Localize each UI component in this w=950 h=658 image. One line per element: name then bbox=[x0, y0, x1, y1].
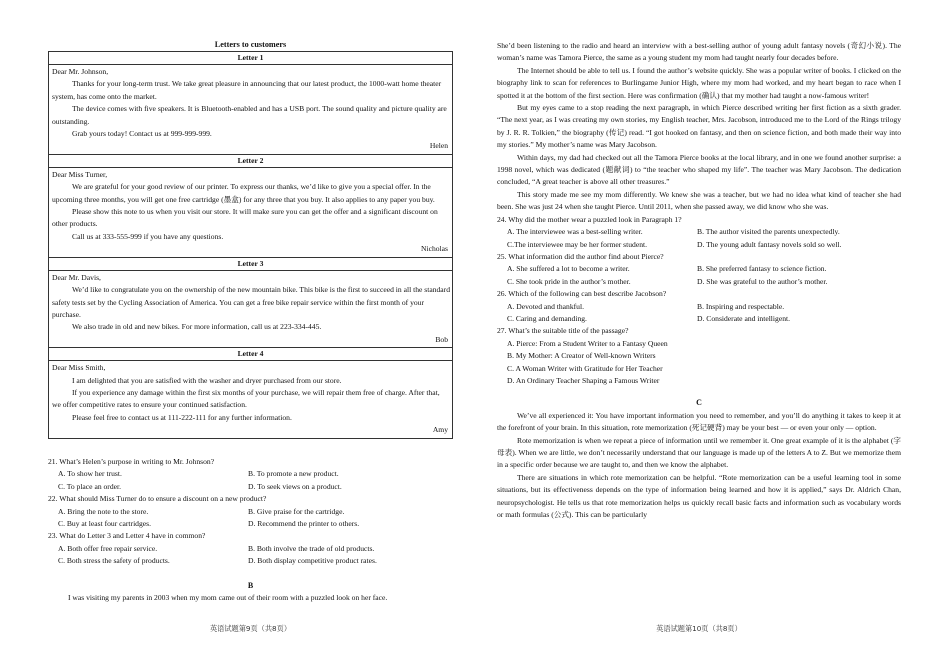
question-options bbox=[507, 226, 901, 251]
letter-heading: Letter 3 bbox=[49, 257, 453, 270]
option: B. The author visited the parents unexpectedly. bbox=[697, 227, 840, 237]
question bbox=[497, 214, 901, 251]
letter-paragraph: We also trade in old and new bikes. For more information, call us at 223-334-445. bbox=[72, 322, 322, 332]
section-b-start bbox=[48, 580, 453, 605]
page-footer-left: 英语试题第9页（共8页） bbox=[209, 624, 292, 633]
question-options bbox=[507, 301, 901, 326]
option: A. To show her trust. bbox=[58, 469, 122, 479]
letter-body bbox=[49, 270, 453, 347]
letter-paragraph: Thanks for your long-term trust. We take great pleasure in announcing that our latest product, the 1000-watt home theater system, has come onto the market. bbox=[52, 79, 442, 101]
option: A. Both offer free repair service. bbox=[58, 543, 158, 553]
passage-c bbox=[497, 410, 901, 522]
letter-greeting: Dear Mr. Davis, bbox=[52, 272, 101, 282]
option: B. To promote a new product. bbox=[248, 469, 339, 479]
letters-table bbox=[48, 51, 453, 439]
letter-paragraph: We are grateful for your good review of our printer. To express our thanks, we’d like to give you a special offer. In the upcoming three months, you will get one free cartridge (墨盒) for any three that you buy. It also applies to any paper you buy. bbox=[52, 182, 435, 204]
letter-body bbox=[49, 65, 453, 155]
option: C. Buy at least four cartridges. bbox=[58, 519, 151, 529]
option: A. Pierce: From a Student Writer to a Fantasy Queen bbox=[507, 338, 668, 348]
question-options bbox=[507, 263, 901, 288]
section-b-heading: B bbox=[247, 581, 254, 590]
option: B. Give praise for the cartridge. bbox=[248, 506, 345, 516]
right-text-column bbox=[497, 40, 901, 521]
question-27 bbox=[497, 325, 901, 387]
question bbox=[48, 530, 453, 567]
letter-paragraph: Please feel free to contact us at 111-222-111 for any further information. bbox=[72, 412, 292, 422]
option: C. A Woman Writer with Gratitude for Her Teacher bbox=[507, 363, 663, 373]
question-options bbox=[58, 506, 453, 531]
letter-heading: Letter 4 bbox=[49, 348, 453, 361]
option: A. The interviewee was a best-selling writer. bbox=[507, 227, 643, 237]
option: C.The interviewee may be her former student. bbox=[507, 239, 648, 249]
letter-signature: Helen bbox=[429, 141, 448, 151]
question-options bbox=[58, 468, 453, 493]
left-page bbox=[48, 0, 453, 658]
letter-paragraph: Grab yours today! Contact us at 999-999-999. bbox=[72, 129, 212, 139]
letter-paragraph: Call us at 333-555-999 if you have any questions. bbox=[72, 231, 224, 241]
question-text: 27. What’s the suitable title of the passage? bbox=[497, 326, 629, 336]
passage-paragraph: This story made me see my mom differently. We knew she was a teacher, but we had no idea what kind of teacher she had been. She was just 24 when she taught Pierce. Until 2011, when she passed away, we did know who she was. bbox=[497, 189, 901, 212]
passage-paragraph: Rote memorization is when we repeat a piece of information until we remember it. One great example of it is the alphabet (字母表). When we are little, we don’t necessarily understand that our language is made up of the letters A to Z. But we memorize them in a specific order because we are taught to, and then we know the alphabet. bbox=[497, 435, 901, 470]
letter-paragraph: We’d like to congratulate you on the ownership of the new mountain bike. This bike is the first to succeed in all the standard safety tests set by the Cycling Association of America. You can get a free bike repair service within the first month of your purchase. bbox=[52, 285, 450, 319]
letter-body bbox=[49, 167, 453, 257]
letter-signature: Nicholas bbox=[421, 244, 448, 254]
question-text: 22. What should Miss Turner do to ensure a discount on a new product? bbox=[48, 494, 267, 504]
section-c-heading: C bbox=[696, 398, 702, 408]
letter-signature: Bob bbox=[435, 334, 448, 344]
questions-24-26 bbox=[497, 214, 901, 326]
letter-paragraph: I am delighted that you are satisfied with the washer and dryer purchased from our store. bbox=[72, 375, 342, 385]
option: A. She suffered a lot to become a writer. bbox=[507, 264, 630, 274]
question bbox=[497, 251, 901, 288]
passage-paragraph: We’ve all experienced it: You have important information you need to remember, and you’ll do anything it takes to keep it at the forefront of your brain. In this situation, rote memorization (死记硬背) may be your best — or even your only — option. bbox=[497, 410, 901, 433]
question-text: 24. Why did the mother wear a puzzled look in Paragraph 1? bbox=[497, 214, 682, 224]
option: C. To place an order. bbox=[58, 481, 122, 491]
letter-paragraph: The device comes with five speakers. It is Bluetooth-enabled and has a USB port. The sound quality and picture quality are outstanding. bbox=[52, 104, 447, 126]
question-text: 21. What’s Helen’s purpose in writing to Mr. Johnson? bbox=[48, 457, 215, 466]
question-options bbox=[58, 543, 453, 568]
option: D. Both display competitive product rates. bbox=[248, 556, 377, 566]
right-page bbox=[497, 0, 901, 658]
option: C. Caring and demanding. bbox=[507, 313, 587, 323]
letter-heading: Letter 2 bbox=[49, 154, 453, 167]
question bbox=[497, 288, 901, 325]
letter-greeting: Dear Mr. Johnson, bbox=[52, 67, 109, 76]
option: D. An Ordinary Teacher Shaping a Famous Writer bbox=[507, 375, 660, 385]
letter-heading: Letter 1 bbox=[49, 52, 453, 65]
passage-b-continued bbox=[497, 40, 901, 214]
passage-paragraph: But my eyes came to a stop reading the next paragraph, in which Pierce described writing her first fiction as a sixth grader. “The next year, as I was creating my own stories, my English teacher, Mrs. Jacobson, introduced me to the Lord of the Rings trilogy by J. R. R. Tolkien,” the biography (传记) read. “I got hooked on fantasy, and then on science fiction, and both made their way into my stories.” My mother’s name was Mary Jacobson. bbox=[497, 103, 901, 150]
option: B. She preferred fantasy to science fiction. bbox=[697, 264, 827, 274]
option: D. The young adult fantasy novels sold so well. bbox=[697, 239, 842, 249]
letter-paragraph: If you experience any damage within the first six months of your purchase, we will repair them free of charge. After that, we offer competitive rates to ensure your continued satisfaction. bbox=[52, 387, 440, 410]
option: D. To seek views on a product. bbox=[248, 481, 342, 491]
passage-paragraph: Within days, my dad had checked out all the Tamora Pierce books at the local library, and in one we found another surprise: a 1998 novel, which was dedicated (题献词) to “the teacher who shaped my life”. The teacher was Mary Jacobson. The dedication concluded, “A great teacher is above all other treasures.” bbox=[497, 152, 901, 187]
letter-body bbox=[49, 361, 453, 438]
question-text: 26. Which of the following can best describe Jacobson? bbox=[497, 289, 667, 299]
passage-paragraph: There are situations in which rote memorization can be helpful. “Rote memorization can be a useful learning tool in some situations, but its effectiveness depends on the type of information being learned and how it is applied,” says Dr. Aldrich Chan, neuropsychologist. He tells us that rote memorization helps us quickly recall basic facts and information such as vocabulary words or math formulas (公式). This can be particularly bbox=[497, 472, 901, 520]
option: D. Considerate and intelligent. bbox=[697, 313, 791, 323]
option: C. She took pride in the author’s mother. bbox=[507, 276, 631, 286]
option: B. My Mother: A Creator of Well-known Writers bbox=[507, 351, 656, 361]
letter-signature: Amy bbox=[432, 425, 448, 435]
option: D. She was grateful to the author’s mother. bbox=[697, 276, 828, 286]
page-footer-right: 英语试题第10页（共8页） bbox=[656, 624, 742, 633]
option: B. Both involve the trade of old products. bbox=[248, 543, 375, 553]
option: A. Bring the note to the store. bbox=[58, 506, 149, 516]
letter-paragraph: Please show this note to us when you visit our store. It will make sure you can get the offer and a significant discount on other products. bbox=[52, 207, 438, 229]
option: A. Devoted and thankful. bbox=[507, 301, 584, 311]
question-text: 23. What do Letter 3 and Letter 4 have in common? bbox=[48, 531, 206, 541]
letter-greeting: Dear Miss Smith, bbox=[52, 363, 106, 373]
passage-paragraph: The Internet should be able to tell us. I found the author’s website quickly. She was a popular writer of books. I clicked on the biography link to scan for references to Burlingame Junior High, where my mom had worked, and my heart began to race when I spotted it at the bottom of the first section. Here was confirmation (确认) that my mother had taught a now-famous writer! bbox=[497, 65, 901, 100]
question bbox=[48, 493, 453, 530]
section-b-first-paragraph: I was visiting my parents in 2003 when my mom came out of their room with a puzzled look on her face. bbox=[68, 593, 388, 603]
question-text: 25. What information did the author find about Pierce? bbox=[497, 251, 664, 261]
option: B. Inspiring and respectable. bbox=[697, 301, 785, 311]
passage-paragraph: She’d been listening to the radio and heard an interview with a best-selling author of young adult fantasy novels (奇幻小说). The woman’s name was Tamora Pierce, the same as a young student my mom had taught nearly four decades before. bbox=[497, 41, 901, 63]
questions-21-23 bbox=[48, 456, 453, 568]
letter-greeting: Dear Miss Turner, bbox=[52, 169, 108, 179]
question bbox=[48, 456, 453, 493]
option: C. Both stress the safety of products. bbox=[58, 556, 170, 566]
option: D. Recommend the printer to others. bbox=[248, 519, 360, 529]
letters-title: Letters to customers bbox=[214, 40, 287, 49]
